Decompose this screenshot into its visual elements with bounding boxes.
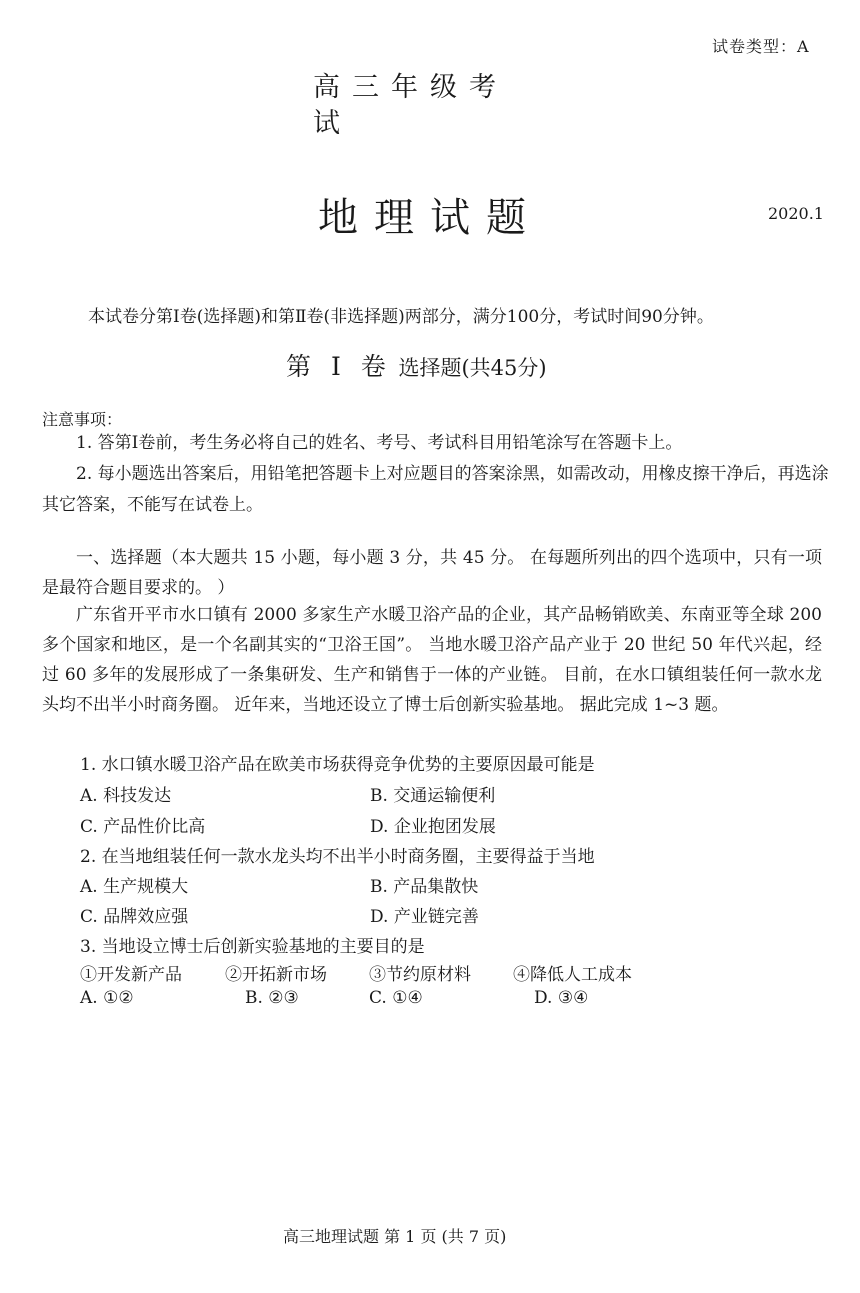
question-stem: 1. 水口镇水暖卫浴产品在欧美市场获得竞争优势的主要原因最可能是 [80,755,595,775]
exam-title: 高三年级考试 [313,72,508,139]
choice-item: ②开拓新市场 [225,965,327,985]
reading-material: 广东省开平市水口镇有 2000 多家生产水暖卫浴产品的企业，其产品畅销欧美、东南亚等全球 200 多个国家和地区，是一个名副其实的“卫浴王国”。 当地水暖卫浴产品产业于 20 世纪 50 年代兴起，经过 60 多年的发展形成了一条集研发、生产和销售于一体的产业链。 目前，在水口镇组装任何一款水龙头均不出半小时商务圈。 近年来，当地还设立了博士后创新实验基地。 据此完成 1~3 题。 [42,605,822,715]
section-part: 第 Ⅰ 卷 [286,352,392,381]
option-a: A. 生产规模大 [80,877,189,897]
option-c: C. 产品性价比高 [80,817,206,837]
option-b: B. ②③ [245,988,299,1008]
notice-heading: 注意事项： [42,410,123,429]
paper-intro: 本试卷分第Ⅰ卷(选择题)和第Ⅱ卷(非选择题)两部分，满分100分，考试时间90分钟。 [88,307,714,327]
choice-item: ③节约原材料 [369,965,471,985]
option-c: C. ①④ [369,988,423,1008]
option-a: A. ①② [80,988,134,1008]
question-stem: 3. 当地设立博士后创新实验基地的主要目的是 [80,937,425,957]
question-stem: 2. 在当地组装任何一款水龙头均不出半小时商务圈，主要得益于当地 [80,847,595,867]
option-b: B. 产品集散快 [370,877,479,897]
notice-item: 2. 每小题选出答案后，用铅笔把答题卡上对应题目的答案涂黑，如需改动，用橡皮擦干净后，再选涂其它答案，不能写在试卷上。 [42,464,829,515]
option-a: A. 科技发达 [80,786,172,806]
option-d: D. 产业链完善 [370,907,479,927]
option-d: D. ③④ [534,988,589,1008]
choice-item: ④降低人工成本 [513,965,632,985]
choice-item: ①开发新产品 [80,965,182,985]
paper-type-label: 试卷类型：A [712,37,810,56]
section-instructions: 一、选择题（本大题共 15 小题，每小题 3 分，共 45 分。 在每题所列出的四个选项中，只有一项是最符合题目要求的。 ） [42,548,822,598]
option-b: B. 交通运输便利 [370,786,496,806]
section-name: 选择题(共45分) [398,356,547,380]
section-title [286,347,547,383]
option-d: D. 企业抱团发展 [370,817,496,837]
exam-date: 2020.1 [768,204,824,223]
option-c: C. 品牌效应强 [80,907,189,927]
notice-item: 1. 答第Ⅰ卷前，考生务必将自己的姓名、考号、考试科目用铅笔涂写在答题卡上。 [76,433,683,453]
page-footer: 高三地理试题 第 1 页 (共 7 页) [283,1227,507,1246]
subject-title: 地理试题 [318,195,542,241]
